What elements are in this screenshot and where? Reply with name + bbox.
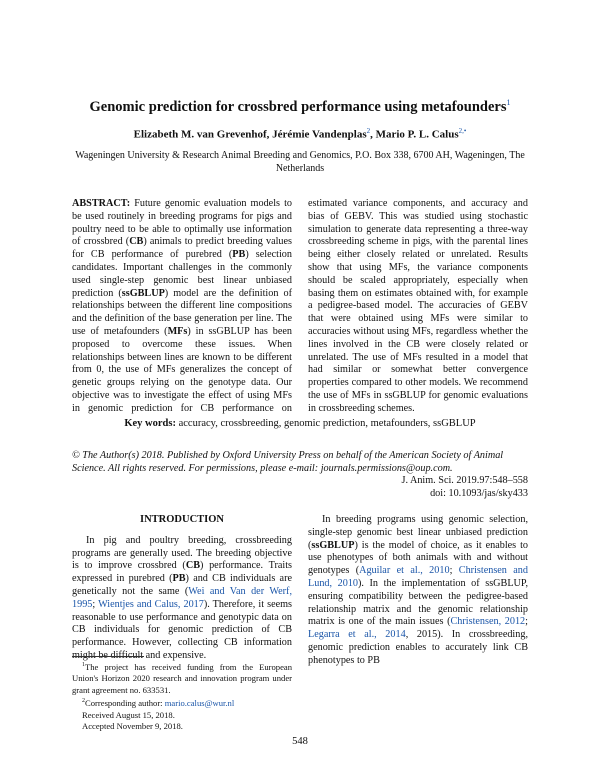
citation-link[interactable]: Christensen, 2012 (450, 616, 526, 628)
section-heading-introduction: INTRODUCTION (139, 514, 224, 525)
citation-link[interactable]: Wientjes and Calus, 2017 (98, 598, 204, 610)
citation-link[interactable]: Legarra et al., 2014 (308, 629, 406, 641)
footnotes (72, 660, 292, 733)
journal-info (228, 475, 528, 500)
footnote-1: $^1$The project has received funding from the European Union's Horizon 2020 research and innovation program under grant agreement no. 633531. (72, 661, 292, 695)
citation-link[interactable]: Aguilar et al., 2010 (359, 565, 450, 577)
author-3-marker[interactable]: 2,• (458, 127, 467, 135)
page-number: 548 (292, 736, 308, 747)
keywords-label: Key words: (124, 418, 176, 429)
abstract (72, 198, 528, 416)
journal-doi[interactable]: doi: 10.1093/jas/sky433 (430, 487, 528, 499)
author-list: Elizabeth M. van Grevenhof, Jérémie Vandenplas$^2$, Mario P. L. Calus$^{2,•}$ (133, 127, 467, 141)
title-footnote-marker[interactable]: 1 (506, 98, 511, 107)
intro-paragraph-1: In pig and poultry breeding, crossbreeding programs are generally used. The breeding objective is to improve crossbred (CB) performance. Traits expressed in purebred (PB) and CB individuals are genetically not the same (Wei and Van der Werf, 1995; Wientjes and Calus, 2017). Therefore, it seems reasonable to use performance and genotypic data on CB individuals for genomic prediction of CB performance. However, collecting CB information might be difficult and expensive. (72, 534, 293, 661)
journal-citation: J. Anim. Sci. 2019.97:548–558 (401, 475, 528, 486)
copyright-notice: © The Author(s) 2018. Published by Oxford University Press on behalf of the American Society of Animal Science. All rights reserved. For permissions, please e-mail: journals.permissions@oup.com. (72, 450, 504, 474)
author-3: Mario P. L. Calus (375, 128, 459, 141)
affiliation: Wageningen University & Research Animal Breeding and Genomics, P.O. Box 338, 6700 AH, Wageningen, The Netherlands (75, 150, 525, 174)
citation-link[interactable]: Wei and Van der Werf, 1995 (72, 585, 293, 610)
intro-paragraph-2: In breeding programs using genomic selection, single-step genomic best linear unbiased prediction (ssGBLUP) is the model of choice, as it enables to use phenotypes of both animals with and without genotypes (Aguilar et al., 2010; Christensen and Lund, 2010). In the implementation of ssGBLUP, ensuring compatibility between the pedigree-based relationship matrix and the genomic relationship matrix is one of the main issues (Christensen, 2012; Legarra et al., 2014, 2015). In crossbreeding, genomic prediction enables to accurately link CB phenotypes to PB (308, 514, 528, 666)
author-email-link[interactable]: mario.calus@wur.nl (164, 698, 235, 709)
paper-title: Genomic prediction for crossbred performance using metafounders$^1$ (89, 98, 511, 115)
keywords-text: accuracy, crossbreeding, genomic prediction, metafounders, ssGBLUP (175, 418, 476, 429)
citation-link[interactable]: Christensen and Lund, 2010 (308, 565, 528, 589)
author-2-marker[interactable]: 2 (366, 127, 371, 135)
keywords (72, 418, 528, 429)
accepted-date: Accepted November 9, 2018. (82, 721, 183, 732)
footnote-2: $^2$Corresponding author: mario.calus@wur.nl (82, 698, 235, 709)
intro-left-column (72, 514, 292, 663)
intro-right-column (308, 514, 528, 668)
author-2: Jérémie Vandenplas (272, 128, 367, 141)
abstract-label: ABSTRACT: (72, 198, 131, 209)
received-date: Received August 15, 2018. (82, 709, 175, 720)
footnote-divider (72, 656, 144, 657)
author-1: Elizabeth M. van Grevenhof, (133, 128, 270, 141)
abstract-text: ABSTRACT: Future genomic evaluation models to be used routinely in breeding programs for pigs and poultry need to be able to optimally use information of crossbred (CB) animals to predict breeding values for CB performance of purebred (PB) selection candidates. Important challenges in the commonly used single-step genomic best linear unbiased prediction (ssGBLUP) model are the definition of relationships between the different line compositions and the definition of the base generation per line. The use of metafounders (MFs) in ssGBLUP has been proposed to overcome these issues. When relationships between lines are known to be different from 0, the use of MFs generalizes the concept of genetic groups relying on the genotype data. Our objective was to investigate the effect of using MFs in genomic prediction for CB performance on estimated variance components, and accuracy and bias of GEBV. This was studied using stochastic simulation to generate data representing a three-way crossbreeding scheme in pigs, with the parental lines being either closely related or unrelated. Results show that using MFs, the variance components should be scaled appropriately, especially when basing them on estimates obtained with, for example a pedigree-based model. The accuracies of GEBV that were obtained using MFs were similar to accuracies without using MFs, regardless whether the lines involved in the CB were closely related or unrelated. The use of MFs resulted in a model that had similar or somewhat better convergence properties compared to other models. We recommend the use of MFs in ssGBLUP for genomic evaluations in crossbreeding schemes. (72, 198, 528, 414)
